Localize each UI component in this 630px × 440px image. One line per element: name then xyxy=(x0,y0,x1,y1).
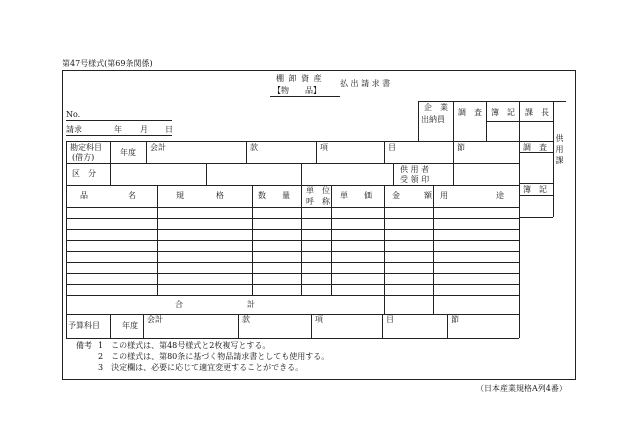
no-label: No. xyxy=(66,110,81,119)
budget-divider-6 xyxy=(447,314,448,338)
account-field-moku: 目 xyxy=(388,143,396,152)
account-divider-1 xyxy=(110,141,111,163)
division-row-bottom xyxy=(66,185,519,186)
title-line1: 棚 卸 資 産 xyxy=(276,74,323,83)
approval-divider-1 xyxy=(453,101,454,141)
col-divider-item xyxy=(157,185,158,295)
date-underline xyxy=(66,135,172,136)
budget-divider-4 xyxy=(311,314,312,338)
budget-fiscal-year: 年度 xyxy=(122,321,138,330)
budget-row-bottom xyxy=(66,338,519,339)
budget-label: 予算科目 xyxy=(68,321,100,330)
col-header-spec: 規 格 xyxy=(176,191,224,200)
budget-field-kan: 款 xyxy=(242,315,250,324)
division-divider-5 xyxy=(453,163,454,185)
col-divider-unit xyxy=(331,185,332,295)
title-line2: 【物 品】 xyxy=(273,86,321,95)
total-label: 合 計 xyxy=(175,300,255,309)
col-header-qty: 数 量 xyxy=(258,191,290,200)
note-item-2: 2 この様式は、第80条に基づく物品請求書としても使用する。 xyxy=(98,352,330,361)
title-suffix: 払 出 請 求 書 xyxy=(340,79,391,88)
table-left-border xyxy=(66,141,67,338)
account-divider-4 xyxy=(316,141,317,163)
no-underline xyxy=(66,120,172,121)
data-row-line-8 xyxy=(66,295,519,296)
stamp-line-1 xyxy=(519,141,553,142)
account-divider-3 xyxy=(246,141,247,163)
data-row-line-6 xyxy=(66,273,519,274)
data-row-line-7 xyxy=(66,284,519,285)
supply-section-label: 供用課 xyxy=(555,134,564,167)
budget-field-setsu: 節 xyxy=(451,315,459,324)
account-field-kan: 款 xyxy=(250,143,258,152)
col-header-usage: 用 途 xyxy=(440,191,504,200)
form-reference: 第47号様式(第69条関係) xyxy=(62,59,153,68)
budget-divider-5 xyxy=(382,314,383,338)
data-row-line-5 xyxy=(66,262,519,263)
account-divider-2 xyxy=(146,141,147,163)
title-underline xyxy=(270,96,340,97)
receiver-label-1: 供 用 者 xyxy=(400,165,430,174)
account-code-label-1: 勘定科目 xyxy=(70,143,102,152)
data-row-line-3 xyxy=(66,240,519,241)
approval-row-line xyxy=(486,121,553,122)
division-divider-1 xyxy=(110,163,111,185)
col-header-price: 単 価 xyxy=(340,191,372,200)
account-field-kou: 項 xyxy=(320,143,328,152)
stamp-line-2 xyxy=(519,152,553,153)
chief-label: 課 長 xyxy=(525,108,549,117)
col-divider-amount xyxy=(433,185,434,314)
account-divider-6 xyxy=(453,141,454,163)
check-label: 調 査 xyxy=(458,108,482,117)
col-divider-price xyxy=(384,185,385,314)
budget-field-kaikei: 会計 xyxy=(147,315,163,324)
col-header-unit-2: 呼 称 xyxy=(306,197,330,206)
division-divider-4 xyxy=(393,163,394,185)
notes-heading: 備考 xyxy=(76,341,92,350)
paper-standard-note: （日本産業規格A列4番） xyxy=(476,384,567,393)
request-label: 請求 xyxy=(66,125,82,134)
account-code-label-2: (借方) xyxy=(72,153,95,162)
approval-divider-4 xyxy=(553,101,554,217)
account-field-setsu: 節 xyxy=(457,143,465,152)
budget-divider-1 xyxy=(110,314,111,338)
month-unit: 月 xyxy=(140,125,148,134)
stamp-line-5 xyxy=(519,217,553,218)
data-row-line-4 xyxy=(66,251,519,252)
table-right-border xyxy=(519,141,520,338)
note-item-1: 1 この様式は、第48号様式と2枚複写とする。 xyxy=(98,341,271,350)
approval-top-border xyxy=(418,101,566,102)
division-divider-3 xyxy=(301,163,302,185)
col-header-amount: 金 額 xyxy=(392,191,432,200)
note-item-3: 3 決定欄は、必要に応じて適宜変更することができる。 xyxy=(98,363,304,372)
budget-divider-2 xyxy=(143,314,144,338)
table-top-border xyxy=(66,141,519,142)
data-row-line-2 xyxy=(66,229,519,230)
account-divider-5 xyxy=(384,141,385,163)
data-row-line-1 xyxy=(66,218,519,219)
dept-label-2: 出納員 xyxy=(421,115,445,124)
stamp-line-3 xyxy=(519,183,553,184)
budget-field-kou: 項 xyxy=(315,315,323,324)
check-label-2: 調 査 xyxy=(523,143,547,152)
book-label: 簿 記 xyxy=(491,108,515,117)
receiver-label-2: 受 領 印 xyxy=(400,175,430,184)
col-header-unit-1: 単 位 xyxy=(306,186,330,195)
approval-left-border xyxy=(418,101,419,141)
division-label: 区 分 xyxy=(72,169,96,178)
account-row-bottom xyxy=(66,163,519,164)
budget-divider-3 xyxy=(238,314,239,338)
year-unit: 年 xyxy=(114,125,122,134)
header-row-bottom xyxy=(66,207,519,208)
budget-field-moku: 目 xyxy=(386,315,394,324)
stamp-line-4 xyxy=(519,195,553,196)
col-divider-qty xyxy=(301,185,302,295)
day-unit: 日 xyxy=(165,125,173,134)
account-fiscal-year: 年度 xyxy=(120,148,136,157)
division-divider-2 xyxy=(206,163,207,185)
dept-label-1: 企 業 xyxy=(424,103,448,112)
col-divider-spec xyxy=(252,185,253,295)
account-field-kaikei: 会計 xyxy=(150,143,166,152)
col-header-item: 品 名 xyxy=(80,191,136,200)
book-label-2: 簿 記 xyxy=(523,185,547,194)
